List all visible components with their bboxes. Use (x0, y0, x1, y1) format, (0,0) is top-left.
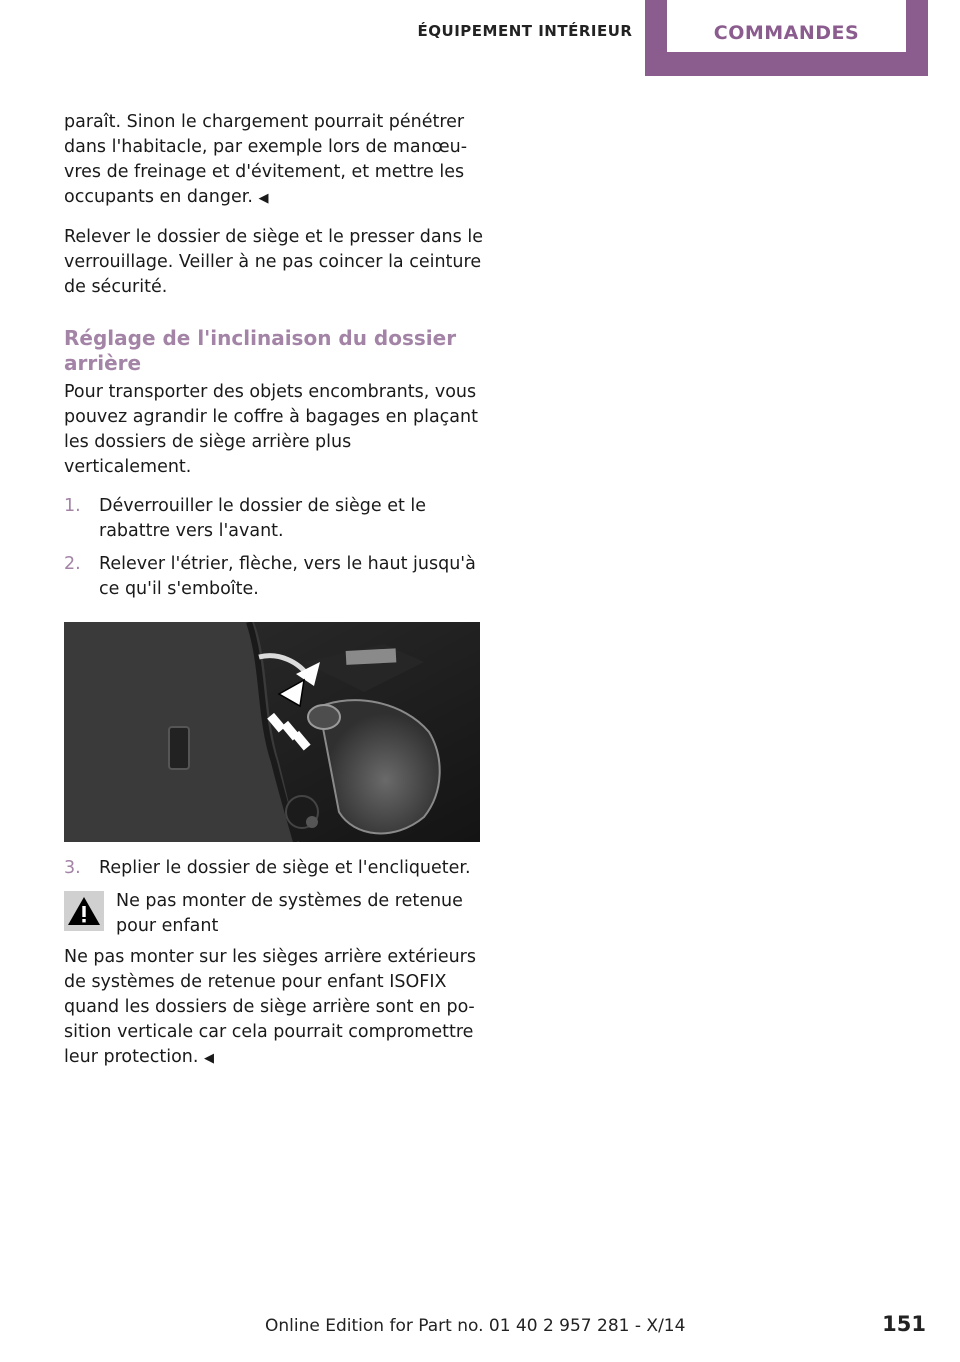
warning-block (64, 889, 484, 939)
step-text: Relever l'étrier, flèche, vers le haut jusqu'à ce qu'il s'emboîte. (99, 554, 476, 599)
list-item (64, 856, 484, 881)
warning-text: Ne pas monter sur les sièges arrière extérieurs de systèmes de retenue pour enfant ISOFIX quand les dossiers de siège arrière sont en position verticale car cela pourrait compromettre leur protection. ◀ (64, 947, 476, 1067)
footer-edition: Online Edition for Part no. 01 40 2 957 281 - X/14 (265, 1316, 686, 1336)
step-number: 3. (64, 858, 81, 878)
seat-backrest-photo (64, 622, 480, 842)
chapter-tab[interactable] (645, 0, 928, 76)
end-mark-icon: ◀ (258, 191, 269, 206)
list-item (64, 494, 484, 544)
step-number: 1. (64, 496, 81, 516)
warning-title: Ne pas monter de systèmes de retenue pour enfant (116, 891, 463, 936)
step-text: Replier le dossier de siège et l'encliqueter. (99, 858, 471, 878)
warning-triangle-icon (64, 891, 104, 931)
paragraph: paraît. Sinon le chargement pourrait pénétrer dans l'habitacle, par exemple lors de manœuvres de freinage et d'évitement, et mettre les occupants en danger. ◀ (64, 112, 468, 207)
section-heading: Réglage de l'inclinaison du dossier arrière (64, 326, 457, 375)
list-item (64, 552, 484, 602)
step-number: 2. (64, 554, 81, 574)
header-section-title: ÉQUIPEMENT INTÉRIEUR (417, 22, 633, 40)
page-number: 151 (882, 1312, 926, 1336)
end-mark-icon: ◀ (204, 1051, 215, 1066)
paragraph: Pour transporter des objets encombrants, vous pouvez agrandir le coffre à bagages en plaçant les dossiers de siège arrière plus verticalement. (64, 382, 478, 477)
chapter-tab-label: COMMANDES (667, 0, 906, 52)
main-column (64, 110, 484, 1085)
paragraph: Relever le dossier de siège et le presser dans le verrouillage. Veiller à ne pas coincer la ceinture de sécurité. (64, 227, 483, 297)
step-text: Déverrouiller le dossier de siège et le rabattre vers l'avant. (99, 496, 427, 541)
